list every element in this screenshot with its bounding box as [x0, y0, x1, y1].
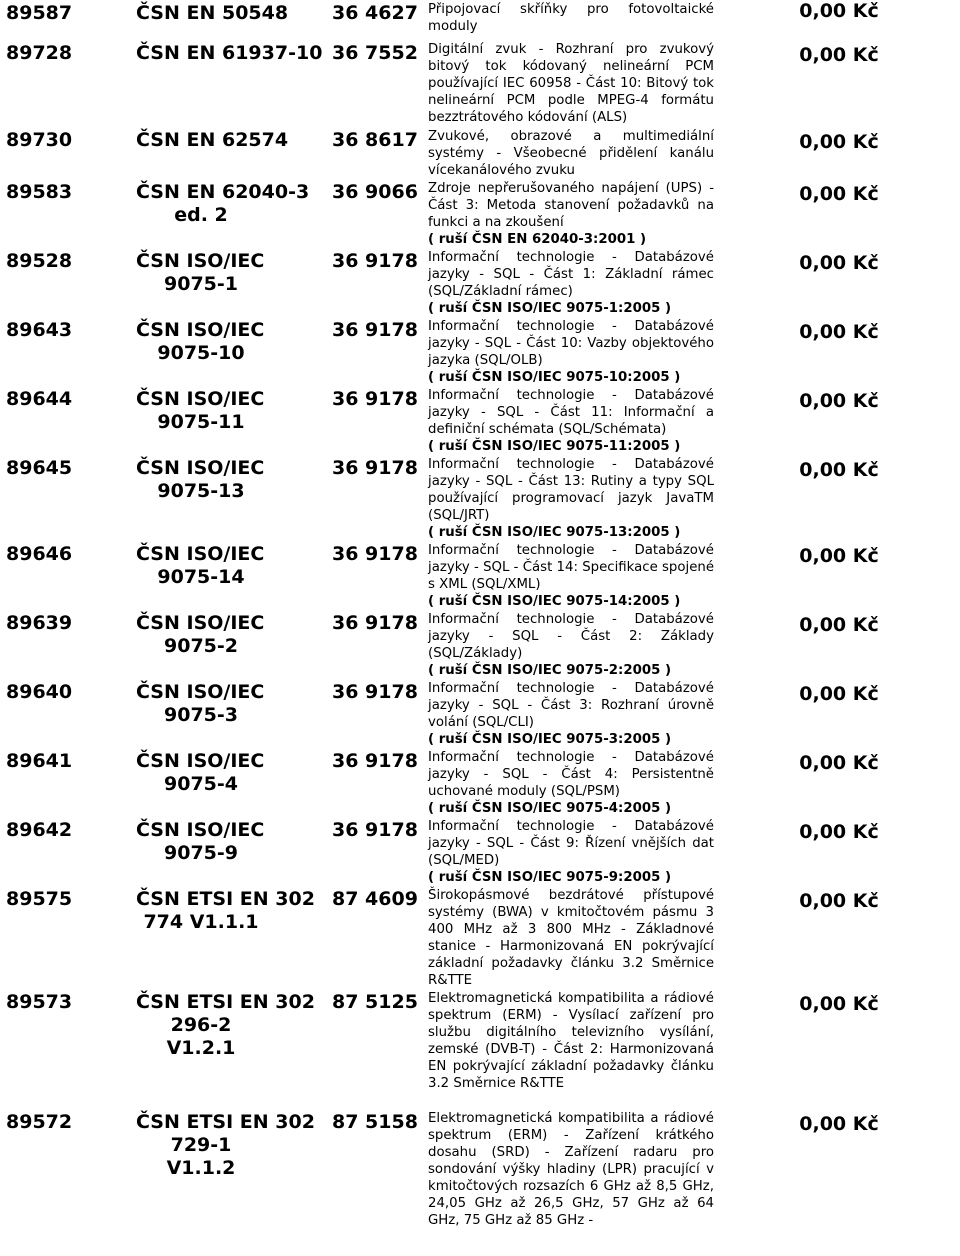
standard-title: [424, 317, 718, 386]
catalog-number: 89728: [6, 42, 73, 64]
price: 0,00 Kč: [799, 0, 879, 22]
table-row: [0, 0, 960, 40]
standard-title-text: Informační technologie - Databázové jazyky - SQL - Část 11: Informační a definiční schémata (SQL/Schémata): [428, 388, 714, 437]
standard-title-text: Informační technologie - Databázové jazyky - SQL - Část 14: Specifikace spojené s XML (SQL/XML): [428, 543, 714, 592]
classification-code: 36 9178: [332, 681, 418, 703]
standard-designation-line: ČSN ISO/IEC: [136, 819, 265, 841]
standard-designation: [130, 541, 330, 610]
classification-code: 87 5125: [332, 991, 418, 1013]
standard-designation: [130, 248, 330, 317]
standard-title-text: Elektromagnetická kompatibilita a rádiové spektrum (ERM) - Zařízení krátkého dosahu (SRD) - Zařízení radaru pro sondování výšky hladiny (LPR) pracující v kmitočtových rozsazích 6 GHz až 8,5 GHz, 24,05 GHz až 26,5 GHz, 57 GHz až 64 GHz, 75 GHz až 85 GHz -: [428, 1111, 714, 1228]
table-row: [0, 179, 960, 248]
standard-designation-line: 9075-2: [164, 635, 238, 657]
standard-title-text: Elektromagnetická kompatibilita a rádiové spektrum (ERM) - Vysílací zařízení pro službu digitálního televizního vysílání, zemské (DVB-T) - Část 2: Harmonizovaná EN pokrývající základní požadavky článku 3.2 Směrnice R&TTE: [428, 991, 714, 1091]
standard-title-text: Informační technologie - Databázové jazyky - SQL - Část 13: Rutiny a typy SQL používající programovací jazyk JavaTM (SQL/JRT): [428, 457, 714, 523]
standard-designation-line: 9075-11: [157, 411, 245, 433]
table-row: [0, 989, 960, 1109]
standard-designation: [130, 0, 330, 40]
standard-title-text: Připojovací skříňky pro fotovoltaické moduly: [428, 2, 714, 34]
standard-designation: [130, 989, 330, 1109]
price: 0,00 Kč: [799, 545, 879, 567]
table-row: [0, 317, 960, 386]
catalog-number: 89644: [6, 388, 73, 410]
standard-title-text: Informační technologie - Databázové jazyky - SQL - Část 10: Vazby objektového jazyka (SQL/OLB): [428, 319, 714, 368]
price: 0,00 Kč: [799, 44, 879, 66]
standard-designation: [130, 386, 330, 455]
price: 0,00 Kč: [799, 321, 879, 343]
replaces-note: ( ruší ČSN EN 62040-3:2001 ): [428, 232, 647, 247]
standard-title-text: Zdroje nepřerušovaného napájení (UPS) - Část 3: Metoda stanovení požadavků na funkci a na zkoušení: [428, 181, 714, 230]
standard-title-text: Informační technologie - Databázové jazyky - SQL - Část 2: Základy (SQL/Základy): [428, 612, 714, 661]
standard-designation-line: ČSN EN 62040-3: [136, 181, 310, 203]
standard-designation-line: ČSN ISO/IEC: [136, 543, 265, 565]
standard-designation-line: 9075-3: [164, 704, 238, 726]
classification-code: 36 9178: [332, 388, 418, 410]
standard-designation: [130, 610, 330, 679]
replaces-note: ( ruší ČSN ISO/IEC 9075-9:2005 ): [428, 870, 672, 885]
table-row: [0, 817, 960, 886]
catalog-number: 89573: [6, 991, 73, 1013]
replaces-note: ( ruší ČSN ISO/IEC 9075-14:2005 ): [428, 594, 681, 609]
classification-code: 36 9178: [332, 819, 418, 841]
replaces-note: ( ruší ČSN ISO/IEC 9075-10:2005 ): [428, 370, 681, 385]
table-row: [0, 886, 960, 989]
standard-title-text: Informační technologie - Databázové jazyky - SQL - Část 9: Řízení vnějších dat (SQL/MED): [428, 819, 714, 868]
classification-code: 36 4627: [332, 2, 418, 24]
standard-designation-line: ČSN EN 61937-10: [136, 42, 323, 64]
price: 0,00 Kč: [799, 614, 879, 636]
price: 0,00 Kč: [799, 131, 879, 153]
standard-title: [424, 1109, 718, 1249]
standard-designation-line: ČSN ISO/IEC: [136, 250, 265, 272]
classification-code: 36 9178: [332, 750, 418, 772]
catalog-number: 89583: [6, 181, 73, 203]
classification-code: 36 9178: [332, 250, 418, 272]
table-row: [0, 679, 960, 748]
standard-designation-line: 9075-14: [157, 566, 245, 588]
replaces-note: ( ruší ČSN ISO/IEC 9075-13:2005 ): [428, 525, 681, 540]
standard-designation-line: 9075-4: [164, 773, 238, 795]
price: 0,00 Kč: [799, 821, 879, 843]
classification-code: 36 9178: [332, 457, 418, 479]
standard-title: [424, 127, 718, 179]
standard-title-text: Zvukové, obrazové a multimediální systémy - Všeobecné přidělení kanálu vícekanálového zvuku: [428, 129, 714, 178]
price: 0,00 Kč: [799, 252, 879, 274]
standard-designation-line: ČSN ISO/IEC: [136, 612, 265, 634]
price: 0,00 Kč: [799, 1113, 879, 1135]
catalog-number: 89640: [6, 681, 73, 703]
table-row: [0, 610, 960, 679]
classification-code: 36 9178: [332, 319, 418, 341]
catalog-number: 89730: [6, 129, 73, 151]
standard-title: [424, 248, 718, 317]
standard-title-text: Informační technologie - Databázové jazyky - SQL - Část 1: Základní rámec (SQL/Základní rámec): [428, 250, 714, 299]
catalog-number: 89587: [6, 2, 73, 24]
price: 0,00 Kč: [799, 890, 879, 912]
standard-designation-line: ČSN ISO/IEC: [136, 681, 265, 703]
standard-designation: [130, 679, 330, 748]
standard-designation: [130, 40, 330, 127]
standard-designation-line: ČSN EN 62574: [136, 129, 289, 151]
standard-designation-line: 9075-13: [157, 480, 245, 502]
standard-title: [424, 748, 718, 817]
standard-designation-line: 9075-10: [157, 342, 245, 364]
standard-designation: [130, 1109, 330, 1249]
standard-designation-line: 9075-9: [164, 842, 238, 864]
standard-designation-line: 774 V1.1.1: [143, 911, 259, 933]
replaces-note: ( ruší ČSN ISO/IEC 9075-2:2005 ): [428, 663, 672, 678]
standard-designation-line: ed. 2: [174, 204, 228, 226]
price: 0,00 Kč: [799, 390, 879, 412]
table-row: [0, 1109, 960, 1249]
standard-title: [424, 679, 718, 748]
standard-designation-line: ČSN EN 50548: [136, 2, 289, 24]
catalog-number: 89639: [6, 612, 73, 634]
standard-designation-line: ČSN ETSI EN 302: [136, 1111, 315, 1133]
classification-code: 36 9066: [332, 181, 418, 203]
standard-title: [424, 455, 718, 541]
classification-code: 87 5158: [332, 1111, 418, 1133]
classification-code: 36 9178: [332, 543, 418, 565]
replaces-note: ( ruší ČSN ISO/IEC 9075-11:2005 ): [428, 439, 681, 454]
standard-title: [424, 386, 718, 455]
replaces-note: ( ruší ČSN ISO/IEC 9075-1:2005 ): [428, 301, 672, 316]
standard-designation-line: ČSN ISO/IEC: [136, 457, 265, 479]
standard-title-text: Digitální zvuk - Rozhraní pro zvukový bitový tok kódovaný nelineární PCM používající IEC 60958 - Část 10: Bitový tok nelineární PCM podle MPEG-4 formátu bezztrátového kódování (ALS): [428, 42, 714, 125]
table-row: [0, 455, 960, 541]
standard-designation-line: 729-1 V1.1.2: [166, 1134, 236, 1179]
catalog-number: 89642: [6, 819, 73, 841]
standard-designation: [130, 886, 330, 989]
standard-title: [424, 610, 718, 679]
price: 0,00 Kč: [799, 459, 879, 481]
standard-title: [424, 989, 718, 1109]
standard-title-text: Informační technologie - Databázové jazyky - SQL - Část 4: Persistentně uchované moduly (SQL/PSM): [428, 750, 714, 799]
catalog-number: 89646: [6, 543, 73, 565]
catalog-number: 89528: [6, 250, 73, 272]
classification-code: 36 7552: [332, 42, 418, 64]
standard-title-text: Informační technologie - Databázové jazyky - SQL - Část 3: Rozhraní úrovně volání (SQL/CLI): [428, 681, 714, 730]
standard-designation-line: ČSN ISO/IEC: [136, 750, 265, 772]
standard-designation: [130, 455, 330, 541]
standard-designation: [130, 748, 330, 817]
table-row: [0, 40, 960, 127]
catalog-number: 89575: [6, 888, 73, 910]
catalog-number: 89641: [6, 750, 73, 772]
table-row: [0, 386, 960, 455]
standard-title: [424, 541, 718, 610]
standard-designation-line: ČSN ISO/IEC: [136, 319, 265, 341]
price: 0,00 Kč: [799, 752, 879, 774]
catalog-number: 89643: [6, 319, 73, 341]
classification-code: 36 8617: [332, 129, 418, 151]
price: 0,00 Kč: [799, 993, 879, 1015]
table-row: [0, 127, 960, 179]
table-row: [0, 248, 960, 317]
standard-designation: [130, 317, 330, 386]
classification-code: 87 4609: [332, 888, 418, 910]
standard-title: [424, 886, 718, 989]
standard-designation-line: ČSN ETSI EN 302: [136, 888, 315, 910]
replaces-note: ( ruší ČSN ISO/IEC 9075-3:2005 ): [428, 732, 672, 747]
catalog-number: 89572: [6, 1111, 73, 1133]
catalog-number: 89645: [6, 457, 73, 479]
standard-title: [424, 179, 718, 248]
standard-title: [424, 0, 718, 40]
replaces-note: ( ruší ČSN ISO/IEC 9075-4:2005 ): [428, 801, 672, 816]
standard-title: [424, 817, 718, 886]
standard-designation-line: ČSN ETSI EN 302: [136, 991, 315, 1013]
standard-designation: [130, 179, 330, 248]
standard-designation-line: 9075-1: [164, 273, 238, 295]
standard-title-text: Širokopásmové bezdrátové přístupové systémy (BWA) v kmitočtovém pásmu 3 400 MHz až 3 800 MHz - Základnové stanice - Harmonizovaná EN pokrývající základní požadavky článku 3.2 Směrnice R&TTE: [428, 888, 714, 988]
standard-designation-line: 296-2 V1.2.1: [166, 1014, 236, 1059]
table-row: [0, 748, 960, 817]
standard-title: [424, 40, 718, 127]
standard-designation: [130, 127, 330, 179]
standard-designation-line: ČSN ISO/IEC: [136, 388, 265, 410]
classification-code: 36 9178: [332, 612, 418, 634]
table-row: [0, 541, 960, 610]
price: 0,00 Kč: [799, 683, 879, 705]
standard-designation: [130, 817, 330, 886]
price: 0,00 Kč: [799, 183, 879, 205]
